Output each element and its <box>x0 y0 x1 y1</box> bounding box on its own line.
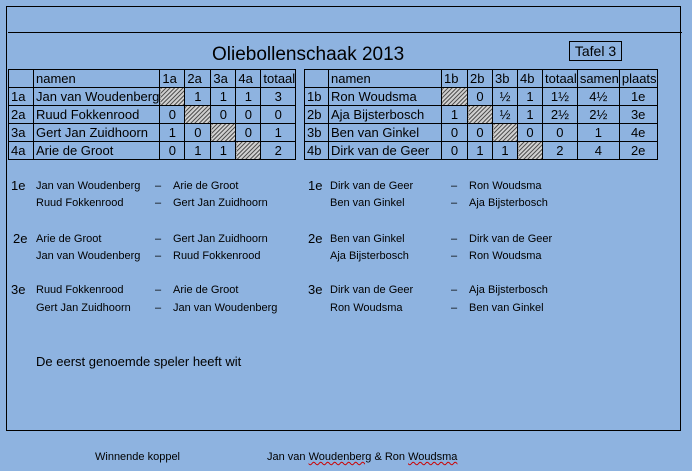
right-header-1b: 1b <box>442 70 468 88</box>
player-name: Arie de Groot <box>34 142 160 160</box>
score-cell: 0 <box>160 142 185 160</box>
pairing-separator: – <box>155 197 162 209</box>
score-cell: ½ <box>493 106 518 124</box>
pairing-separator: – <box>451 250 458 262</box>
score-cell: 1 <box>493 142 518 160</box>
self-cell <box>468 106 493 124</box>
pairing-white: Ben van Ginkel <box>330 233 405 245</box>
pairing-separator: – <box>155 284 162 296</box>
score-cell: 0 <box>211 106 236 124</box>
round-label: 1e <box>308 178 323 193</box>
pairing-separator: – <box>451 302 458 314</box>
left-header-3a: 3a <box>211 70 236 88</box>
round-label: 2e <box>308 231 323 246</box>
total-cell: 2 <box>261 142 296 160</box>
plaats-cell: 3e <box>619 106 657 124</box>
left-header-row <box>9 70 296 88</box>
self-cell <box>493 124 518 142</box>
player-name: Jan van Woudenberg <box>34 88 160 106</box>
total-cell: 3 <box>261 88 296 106</box>
self-cell <box>211 124 236 142</box>
pairing-black: Gert Jan Zuidhoorn <box>173 233 268 245</box>
pairing-separator: – <box>451 197 458 209</box>
winner-surname-1: Woudenberg <box>308 451 372 463</box>
table-row <box>305 106 658 124</box>
score-cell: 0 <box>442 142 468 160</box>
pairing-white: Ron Woudsma <box>330 302 403 314</box>
score-cell: ½ <box>493 88 518 106</box>
score-cell: 1 <box>211 142 236 160</box>
self-cell <box>518 142 543 160</box>
self-cell <box>185 106 211 124</box>
pairing-black: Ron Woudsma <box>469 250 542 262</box>
score-cell: 1 <box>185 142 211 160</box>
table-row <box>305 88 658 106</box>
pairing-white: Dirk van de Geer <box>330 284 414 296</box>
pairing-white: Gert Jan Zuidhoorn <box>36 302 131 314</box>
score-cell: 1 <box>518 106 543 124</box>
score-cell: 0 <box>468 124 493 142</box>
total-cell: 0 <box>261 106 296 124</box>
samen-cell: 4½ <box>577 88 619 106</box>
left-score-table <box>8 69 296 160</box>
samen-cell: 1 <box>577 124 619 142</box>
score-cell: 0 <box>236 106 261 124</box>
samen-cell: 2½ <box>577 106 619 124</box>
left-header-names: namen <box>34 70 160 88</box>
row-id: 1b <box>305 88 329 106</box>
left-header-4a: 4a <box>236 70 261 88</box>
pairing-black: Aja Bijsterbosch <box>469 197 548 209</box>
round-label: 3e <box>11 282 26 297</box>
right-header-blank <box>305 70 329 88</box>
score-cell: 1 <box>442 106 468 124</box>
pairing-black: Arie de Groot <box>173 180 239 192</box>
self-cell <box>442 88 468 106</box>
score-cell: 0 <box>468 88 493 106</box>
table-row <box>305 124 658 142</box>
right-header-samen: samen <box>577 70 619 88</box>
plaats-cell: 1e <box>619 88 657 106</box>
white-player-note: De eerst genoemde speler heeft wit <box>36 354 242 369</box>
score-cell: 1 <box>160 124 185 142</box>
score-cell: 0 <box>442 124 468 142</box>
pairing-black: Ben van Ginkel <box>469 302 544 314</box>
pairing-separator: – <box>451 233 458 245</box>
player-name: Ben van Ginkel <box>329 124 442 142</box>
pairing-white: Ben van Ginkel <box>330 197 405 209</box>
pairing-black: Jan van Woudenberg <box>173 302 278 314</box>
player-name: Ron Woudsma <box>329 88 442 106</box>
plaats-cell: 2e <box>619 142 657 160</box>
pairing-separator: – <box>451 180 458 192</box>
self-cell <box>236 142 261 160</box>
player-name: Dirk van de Geer <box>329 142 442 160</box>
samen-cell: 4 <box>577 142 619 160</box>
pairing-white: Ruud Fokkenrood <box>36 197 124 209</box>
left-header-1a: 1a <box>160 70 185 88</box>
table-row <box>9 88 296 106</box>
row-id: 4a <box>9 142 34 160</box>
pairing-black: Dirk van de Geer <box>469 233 553 245</box>
pairing-separator: – <box>155 180 162 192</box>
total-cell: 1½ <box>543 88 578 106</box>
score-cell: 1 <box>211 88 236 106</box>
pairing-black: Gert Jan Zuidhoorn <box>173 197 268 209</box>
winner-surname-2: Woudsma <box>408 451 458 463</box>
pairing-black: Arie de Groot <box>173 284 239 296</box>
right-header-row <box>305 70 658 88</box>
winners-prefix: Jan van <box>267 451 309 463</box>
score-cell: 0 <box>185 124 211 142</box>
self-cell <box>160 88 185 106</box>
right-header-total: totaal <box>543 70 578 88</box>
left-header-total: totaal <box>261 70 296 88</box>
right-header-names: namen <box>329 70 442 88</box>
total-cell: 2 <box>543 142 578 160</box>
header-rule <box>8 32 682 33</box>
right-header-plaats: plaats <box>619 70 657 88</box>
round-label: 1e <box>11 178 26 193</box>
score-cell: 1 <box>236 88 261 106</box>
page-title: Oliebollenschaak 2013 <box>212 44 405 65</box>
table-number-box: Tafel 3 <box>569 41 622 61</box>
total-cell: 0 <box>543 124 578 142</box>
total-cell: 2½ <box>543 106 578 124</box>
score-cell: 0 <box>518 124 543 142</box>
right-header-4b: 4b <box>518 70 543 88</box>
score-cell: 0 <box>236 124 261 142</box>
right-header-2b: 2b <box>468 70 493 88</box>
winners-value <box>267 451 457 463</box>
table-row <box>9 142 296 160</box>
table-row <box>9 106 296 124</box>
row-id: 3a <box>9 124 34 142</box>
winners-label: Winnende koppel <box>95 451 181 463</box>
row-id: 4b <box>305 142 329 160</box>
pairing-white: Aja Bijsterbosch <box>330 250 409 262</box>
pairing-white: Jan van Woudenberg <box>36 180 141 192</box>
row-id: 3b <box>305 124 329 142</box>
pairing-separator: – <box>155 302 162 314</box>
plaats-cell: 4e <box>619 124 657 142</box>
player-name: Aja Bijsterbosch <box>329 106 442 124</box>
pairing-separator: – <box>155 250 162 262</box>
right-header-3b: 3b <box>493 70 518 88</box>
row-id: 1a <box>9 88 34 106</box>
round-label: 3e <box>308 282 323 297</box>
total-cell: 1 <box>261 124 296 142</box>
player-name: Gert Jan Zuidhoorn <box>34 124 160 142</box>
player-name: Ruud Fokkenrood <box>34 106 160 124</box>
score-cell: 1 <box>185 88 211 106</box>
left-header-blank <box>9 70 34 88</box>
table-row <box>9 124 296 142</box>
pairing-black: Ron Woudsma <box>469 180 542 192</box>
pairing-separator: – <box>155 233 162 245</box>
pairing-separator: – <box>451 284 458 296</box>
score-cell: 1 <box>518 88 543 106</box>
table-row <box>305 142 658 160</box>
row-id: 2a <box>9 106 34 124</box>
score-cell: 0 <box>160 106 185 124</box>
pairing-white: Jan van Woudenberg <box>36 250 141 262</box>
left-header-2a: 2a <box>185 70 211 88</box>
pairing-white: Arie de Groot <box>36 233 102 245</box>
round-label: 2e <box>13 231 28 246</box>
pairing-white: Ruud Fokkenrood <box>36 284 124 296</box>
right-score-table <box>304 69 658 160</box>
row-id: 2b <box>305 106 329 124</box>
winners-middle: & Ron <box>371 451 409 463</box>
pairing-white: Dirk van de Geer <box>330 180 414 192</box>
score-cell: 1 <box>468 142 493 160</box>
pairing-black: Aja Bijsterbosch <box>469 284 548 296</box>
pairing-black: Ruud Fokkenrood <box>173 250 261 262</box>
